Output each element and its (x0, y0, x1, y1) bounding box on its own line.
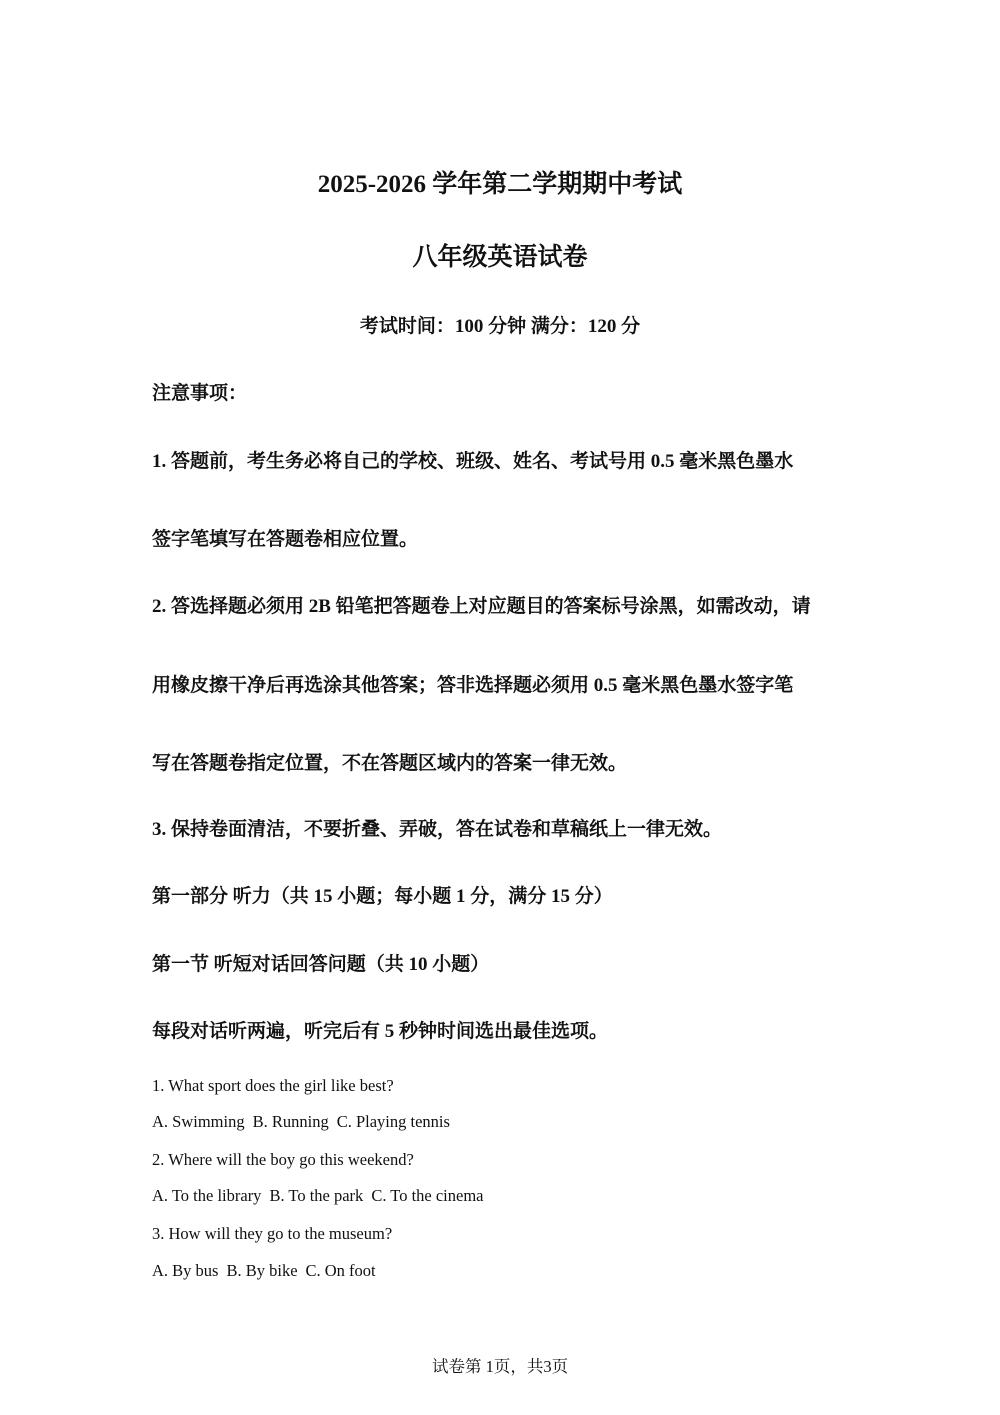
exam-subtitle: 八年级英语试卷 (412, 244, 588, 271)
question-options (152, 1111, 458, 1133)
exam-info: 考试时间：100 分钟 满分：120 分 (359, 316, 641, 337)
section-instruction: 每段对话听两遍，听完后有 5 秒钟时间选出最佳选项。 (152, 1021, 609, 1042)
notice-line: 签字笔填写在答题卷相应位置。 (152, 529, 419, 550)
option: B. Running (252, 1112, 329, 1131)
question-options (152, 1185, 492, 1207)
exam-title: 2025-2026 学年第二学期期中考试 (317, 171, 683, 198)
notice-heading: 注意事项： (152, 383, 248, 404)
part-heading: 第一部分 听力（共 15 小题；每小题 1 分，满分 15 分） (152, 886, 613, 907)
option: A. Swimming (152, 1112, 245, 1131)
notice-line: 1. 答题前，考生务必将自己的学校、班级、姓名、考试号用 0.5 毫米黑色墨水 (152, 451, 794, 472)
question-stem: 3. How will they go to the museum? (152, 1224, 393, 1243)
option: B. To the park (269, 1186, 364, 1205)
question-stem: 1. What sport does the girl like best? (152, 1076, 394, 1095)
option: C. Playing tennis (336, 1112, 450, 1131)
notice-line: 写在答题卷指定位置，不在答题区域内的答案一律无效。 (152, 753, 628, 774)
question-options (152, 1260, 384, 1282)
option: C. To the cinema (371, 1186, 484, 1205)
option: C. On foot (305, 1261, 376, 1280)
option: A. By bus (152, 1261, 219, 1280)
option: B. By bike (226, 1261, 298, 1280)
page-footer: 试卷第 1页，共3页 (431, 1357, 569, 1376)
notice-line: 3. 保持卷面清洁，不要折叠、弄破，答在试卷和草稿纸上一律无效。 (152, 819, 723, 840)
notice-line: 2. 答选择题必须用 2B 铅笔把答题卷上对应题目的答案标号涂黑，如需改动，请 (152, 596, 811, 617)
option: A. To the library (152, 1186, 262, 1205)
question-stem: 2. Where will the boy go this weekend? (152, 1150, 414, 1169)
section-heading: 第一节 听短对话回答问题（共 10 小题） (152, 954, 490, 975)
notice-line: 用橡皮擦干净后再选涂其他答案；答非选择题必须用 0.5 毫米黑色墨水签字笔 (152, 675, 794, 696)
